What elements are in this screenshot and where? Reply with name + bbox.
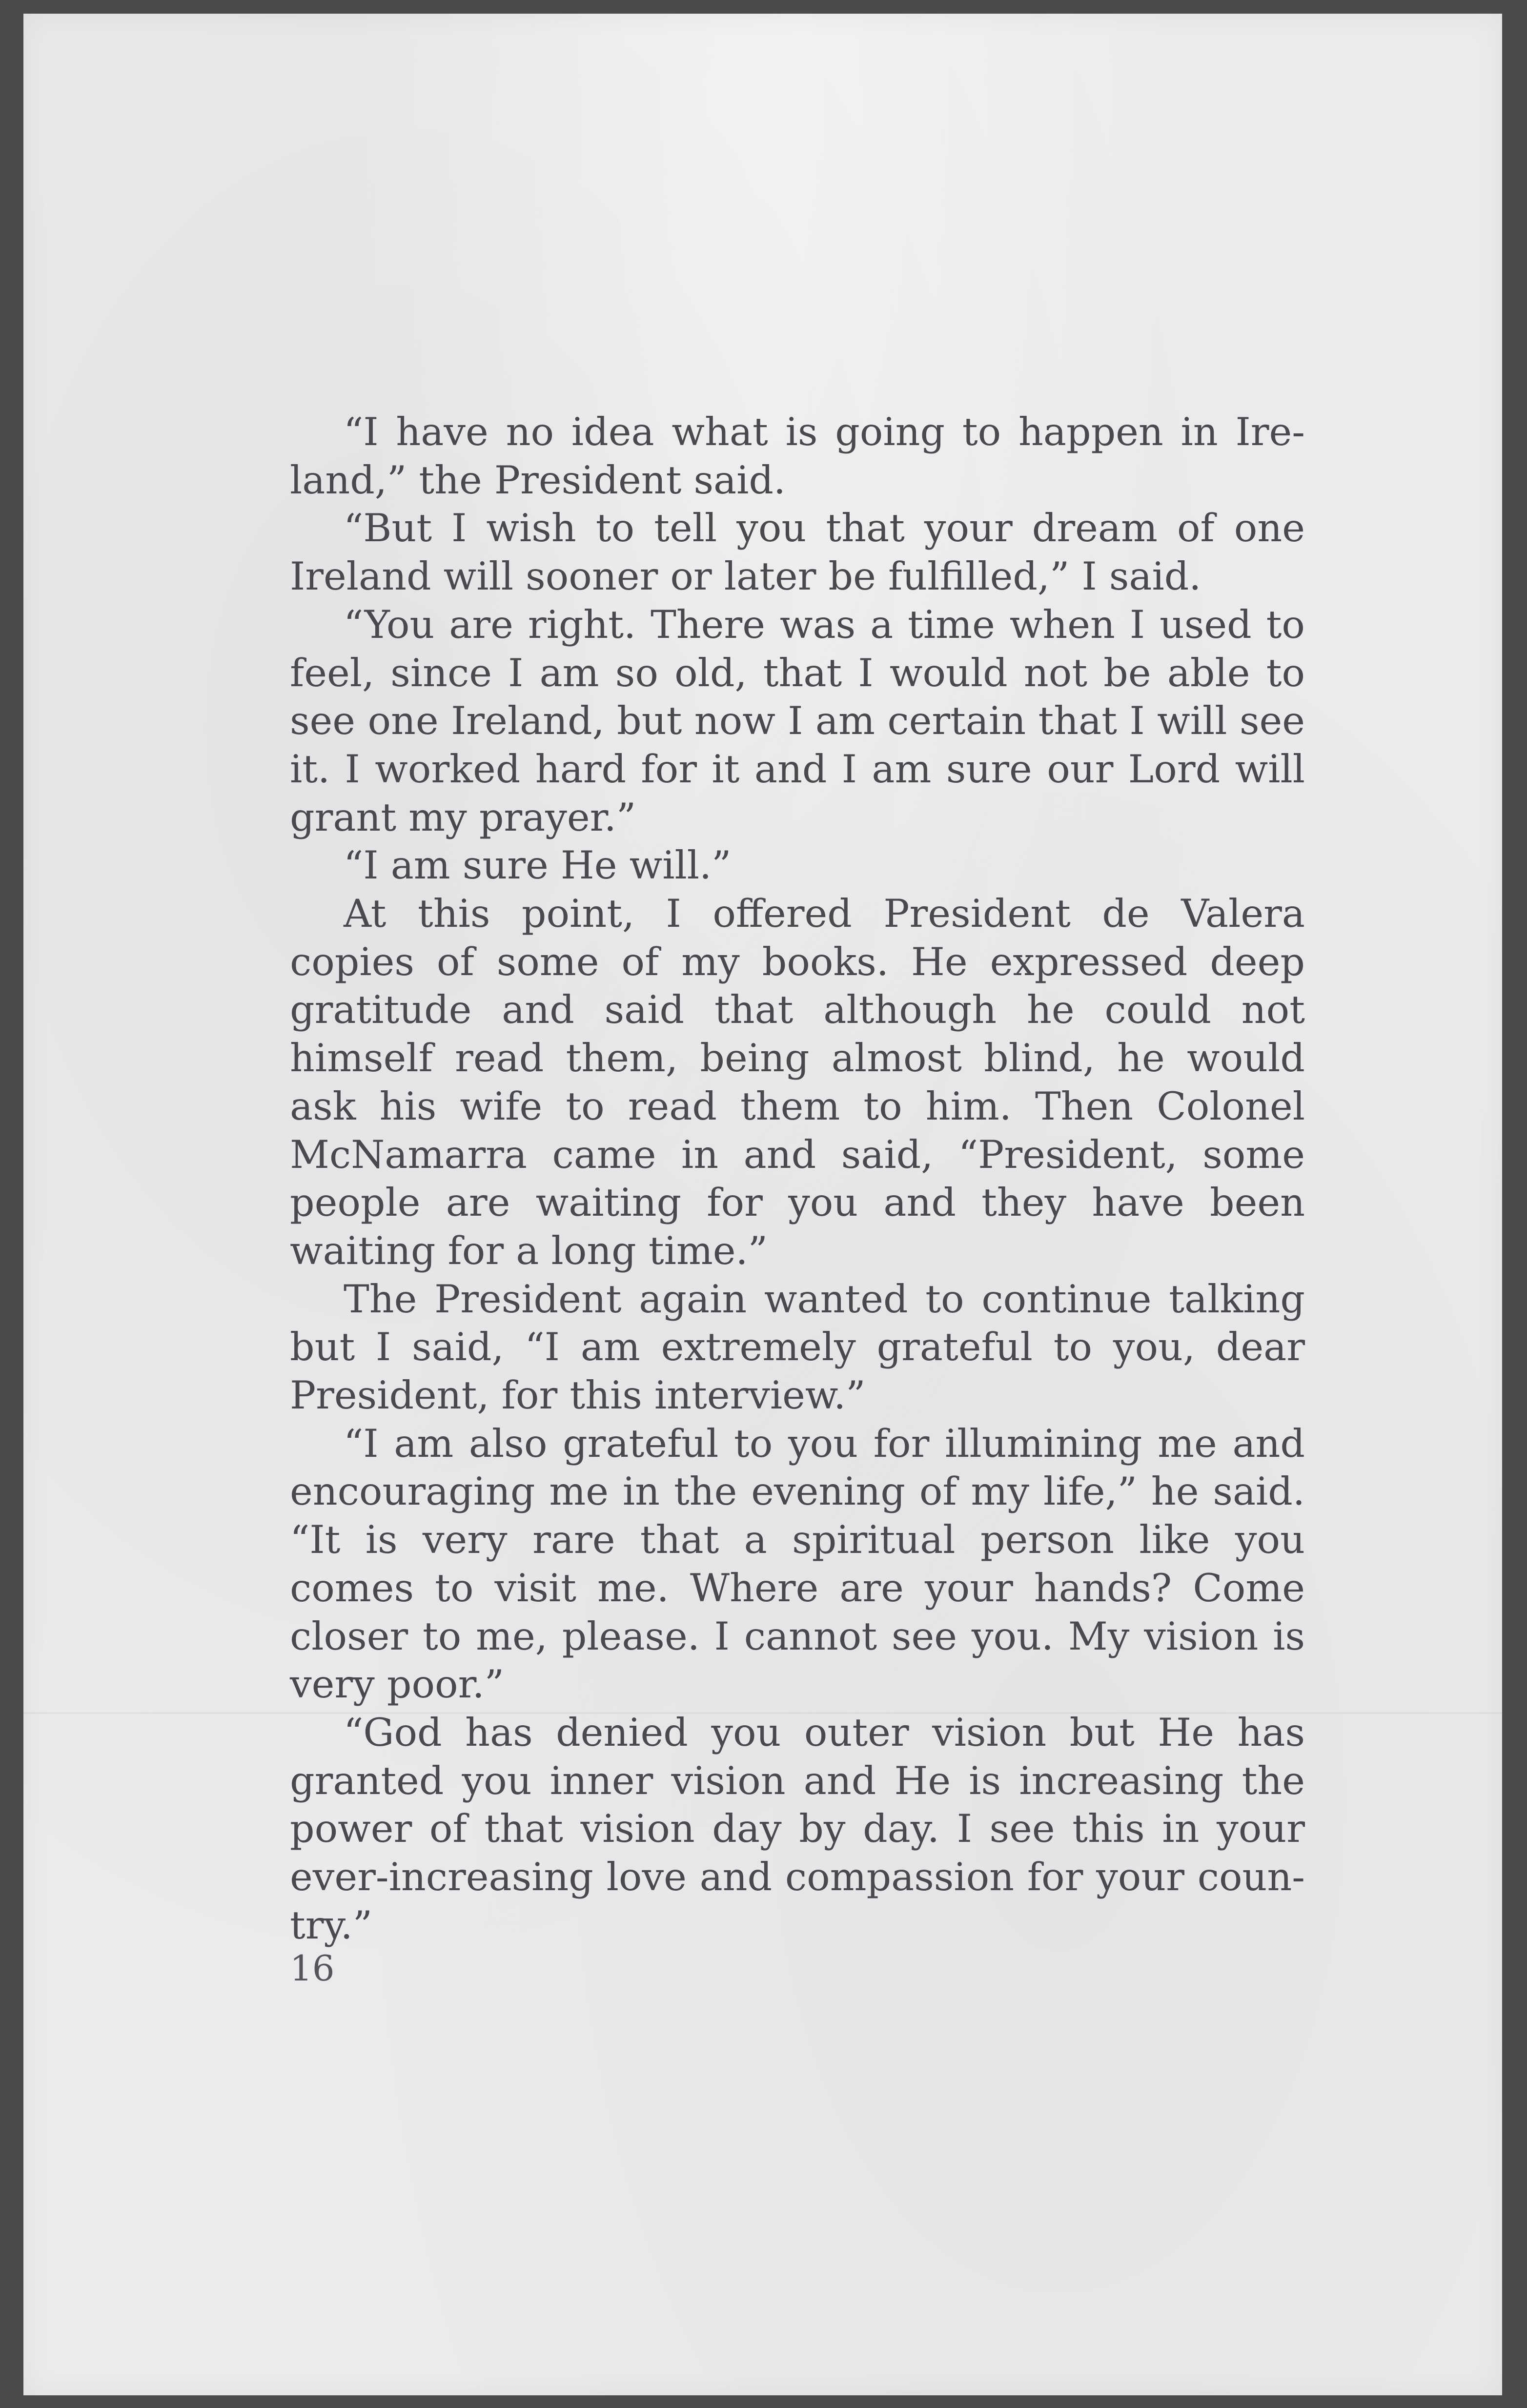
page-number: 16: [290, 1948, 335, 1989]
paragraph: “But I wish to tell you that your dream of one Ireland will sooner or later be fulfilled,” I said.: [290, 506, 1305, 599]
body-text: [290, 408, 1305, 1950]
paragraph: “I am sure He will.”: [344, 843, 732, 888]
paragraph: “I have no idea what is going to happen in Ireland,” the President said.: [290, 409, 1305, 503]
paragraph: “God has denied you outer vision but He has granted you inner vision and He is increasing the power of that vision day by day. I see this in your ever-increasing love and compassion for your country.”: [290, 1710, 1305, 1948]
paragraph: “I am also grateful to you for illumining me and encouraging me in the evening of my life,” he said. “It is very rare that a spiritual person like you comes to visit me. Where are your hands? Come closer to me, please. I cannot see you. My vision is very poor.”: [290, 1421, 1305, 1707]
paragraph: “You are right. There was a time when I used to feel, since I am so old, that I would not be able to see one Ireland, but now I am certain that I will see it. I worked hard for it and I am sure our Lord will grant my prayer.”: [290, 602, 1305, 840]
paragraph: The President again wanted to continue talking but I said, “I am extremely grateful to you, dear President, for this interview.”: [290, 1276, 1305, 1418]
paragraph: At this point, I offered President de Valera copies of some of my books. He expressed deep gratitude and said that although he could not himself read them, being almost blind, he would ask his wife to read them to him. Then Colonel McNamarra came in and said, “President, some people are waiting for you and they have been waiting for a long time.”: [290, 891, 1305, 1273]
